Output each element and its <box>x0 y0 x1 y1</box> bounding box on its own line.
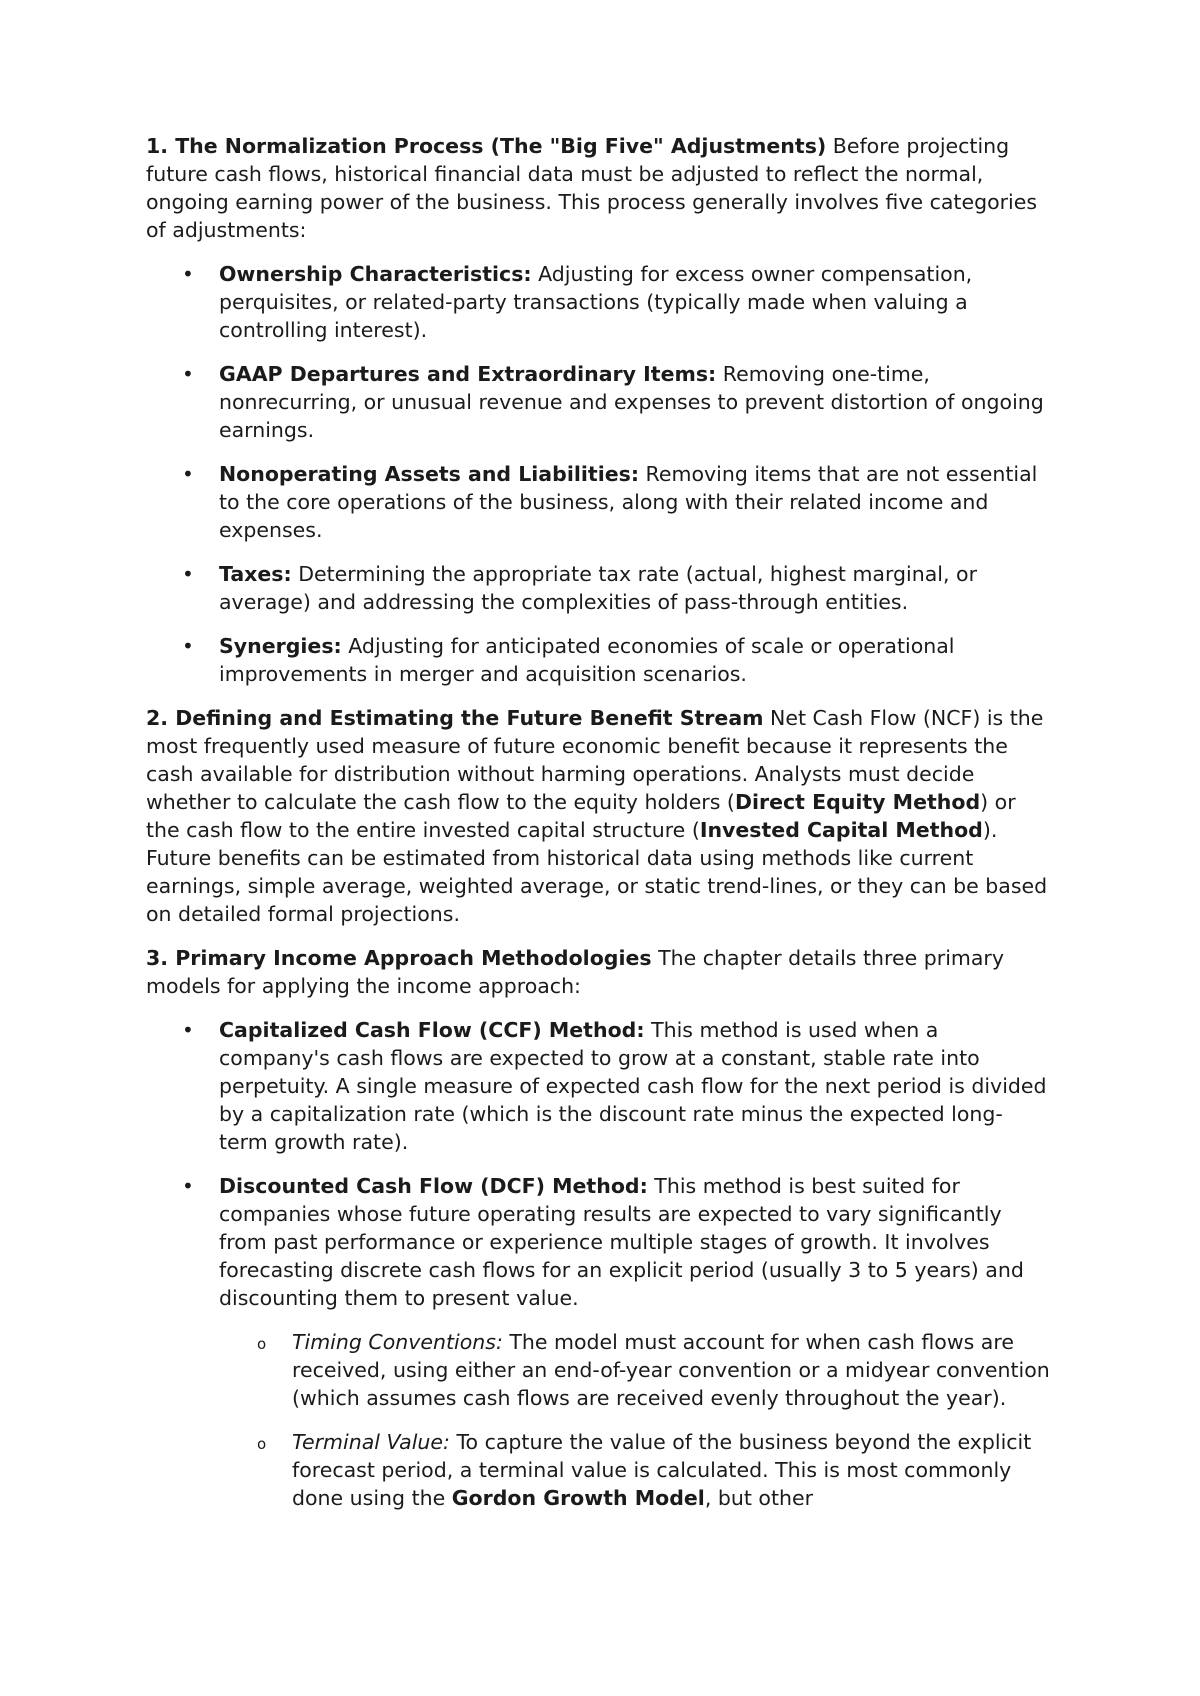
sub-list-item <box>219 1328 1050 1412</box>
sub-list-item <box>219 1428 1050 1512</box>
list-item-term: Nonoperating Assets and Liabilities: <box>219 462 640 486</box>
list-item-text: Removing items that are not essential to the core operations of the business, along with their related income and expenses. <box>219 462 1038 542</box>
timing-conventions-term: Timing Conventions: <box>292 1330 503 1354</box>
section3-paragraph <box>146 944 1050 1000</box>
adjustments-list <box>146 260 1050 688</box>
ccf-term: Capitalized Cash Flow (CCF) Method: <box>219 1018 645 1042</box>
dcf-text: This method is best suited for companies whose future operating results are expected to vary significantly from past performance or experience multiple stages of growth. It involves forecasting discrete cash flows for an explicit period (usually 3 to 5 years) and discounting them to present value. <box>219 1174 1024 1310</box>
section2-text-c: ). Future benefits can be estimated from historical data using methods like current earnings, simple average, weighted average, or static trend-lines, or they can be based on detailed formal projections. <box>146 818 1048 926</box>
section1-heading: 1. The Normalization Process (The "Big Five" Adjustments) <box>146 134 827 158</box>
invested-capital-method-term: Invested Capital Method <box>699 818 983 842</box>
list-item-ccf <box>146 1016 1050 1156</box>
list-item-text: Adjusting for excess owner compensation, perquisites, or related-party transactions (typically made when valuing a controlling interest). <box>219 262 973 342</box>
direct-equity-method-term: Direct Equity Method <box>734 790 981 814</box>
dcf-sub-list <box>219 1328 1050 1512</box>
list-item <box>146 460 1050 544</box>
terminal-value-text-b: , but other <box>704 1486 814 1510</box>
list-item-term: Ownership Characteristics: <box>219 262 532 286</box>
list-item <box>146 360 1050 444</box>
section2-heading: 2. Defining and Estimating the Future Benefit Stream <box>146 706 764 730</box>
list-item-term: Taxes: <box>219 562 292 586</box>
section3-heading: 3. Primary Income Approach Methodologies <box>146 946 652 970</box>
section1-intro: Before projecting future cash flows, historical financial data must be adjusted to reflect the normal, ongoing earning power of the business. This process generally involves five categories of adjustments: <box>146 134 1038 242</box>
list-item-text: Removing one-time, nonrecurring, or unusual revenue and expenses to prevent distortion of ongoing earnings. <box>219 362 1044 442</box>
gordon-growth-model-term: Gordon Growth Model <box>451 1486 705 1510</box>
list-item-dcf <box>146 1172 1050 1512</box>
section1-paragraph <box>146 132 1050 244</box>
terminal-value-term: Terminal Value: <box>292 1430 450 1454</box>
list-item-term: Synergies: <box>219 634 342 658</box>
section2-text-b: ) or the cash flow to the entire invested capital structure ( <box>146 790 1016 842</box>
list-item-text: Adjusting for anticipated economies of scale or operational improvements in merger and acquisition scenarios. <box>219 634 955 686</box>
ccf-text: This method is used when a company's cash flows are expected to grow at a constant, stable rate into perpetuity. A single measure of expected cash flow for the next period is divided by a capitalization rate (which is the discount rate minus the expected long-term growth rate). <box>219 1018 1047 1154</box>
section3-intro: The chapter details three primary models for applying the income approach: <box>146 946 1004 998</box>
list-item <box>146 260 1050 344</box>
section2-paragraph <box>146 704 1050 928</box>
list-item <box>146 632 1050 688</box>
section2-text-a: Net Cash Flow (NCF) is the most frequently used measure of future economic benefit because it represents the cash available for distribution without harming operations. Analysts must decide whether to calculate the cash flow to the equity holders ( <box>146 706 1044 814</box>
methodologies-list <box>146 1016 1050 1512</box>
terminal-value-text-a: To capture the value of the business beyond the explicit forecast period, a terminal value is calculated. This is most commonly done using the <box>292 1430 1032 1510</box>
dcf-term: Discounted Cash Flow (DCF) Method: <box>219 1174 648 1198</box>
list-item-text: Determining the appropriate tax rate (actual, highest marginal, or average) and addressing the complexities of pass-through entities. <box>219 562 978 614</box>
list-item-term: GAAP Departures and Extraordinary Items: <box>219 362 717 386</box>
list-item <box>146 560 1050 616</box>
timing-conventions-text: The model must account for when cash flows are received, using either an end-of-year convention or a midyear convention (which assumes cash flows are received evenly throughout the year). <box>292 1330 1050 1410</box>
